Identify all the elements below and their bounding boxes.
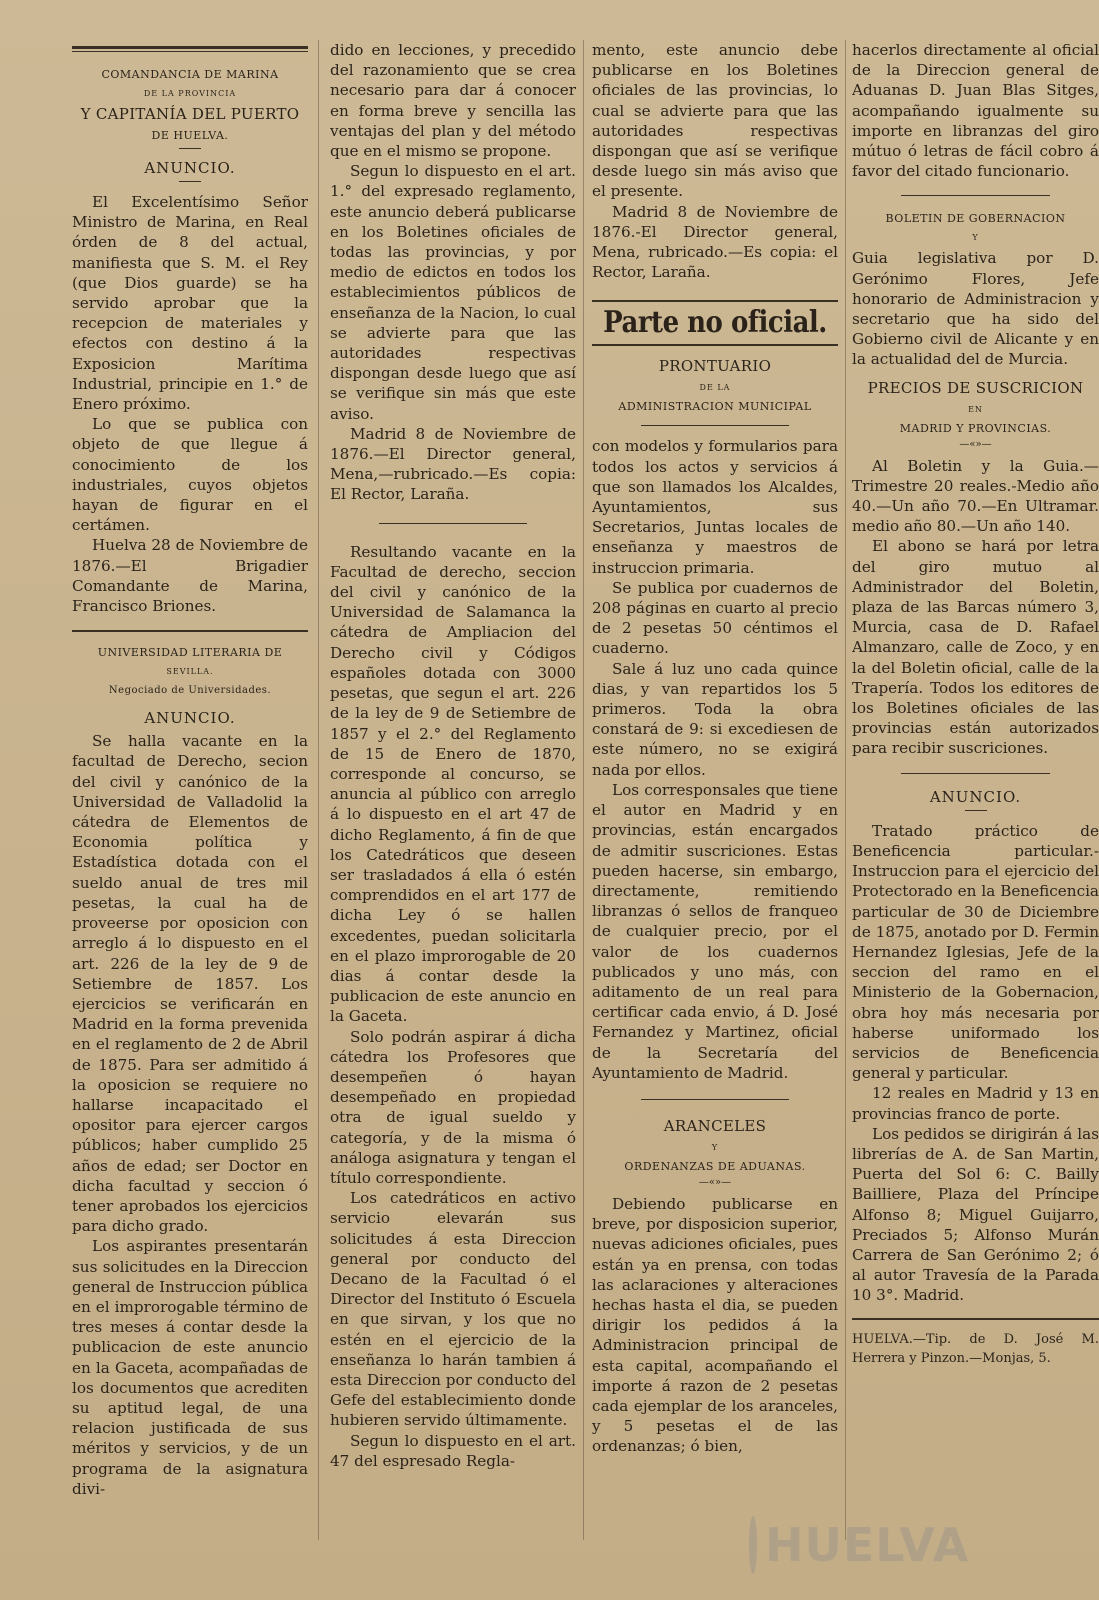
column-rule bbox=[583, 40, 584, 1540]
divider bbox=[852, 1318, 1099, 1320]
paragraph: El abono se hará por letra del giro mutuo al Administrador del Boletin, plaza de las Barcas número 3, Murcia, casa de D. Rafael Almanzaro, calle de Zoco, y en la del Boletin oficial, calle de la Trapería. Todos los editores de los Boletines oficiales de las provincias están autorizados para recibir suscriciones. bbox=[852, 537, 1099, 758]
section-heading: UNIVERSIDAD LITERARIA DE bbox=[97, 646, 283, 660]
divider bbox=[965, 810, 987, 811]
section-heading: DE LA PROVINCIA bbox=[143, 89, 237, 98]
paragraph: hacerlos directamente al oficial de la Direccion general de Aduanas D. Juan Blas Sitges, acompañando igualmente su importe en libranzas del giro mútuo ó letras de fácil cobro á favor del citado funcionario. bbox=[852, 41, 1099, 181]
parte-no-oficial-title: Parte no oficial. bbox=[603, 306, 827, 341]
section-heading: DE LA bbox=[699, 383, 731, 393]
divider bbox=[379, 523, 527, 524]
column-rule bbox=[845, 40, 846, 1540]
anuncio-title: ANUNCIO. bbox=[929, 787, 1022, 806]
divider bbox=[592, 300, 838, 302]
section-heading: ORDENANZAS DE ADUANAS. bbox=[624, 1159, 806, 1173]
paragraph: 12 reales en Madrid y 13 en provincias franco de porte. bbox=[852, 1084, 1099, 1123]
section-heading: Y bbox=[972, 233, 979, 243]
watermark bbox=[749, 1510, 969, 1580]
paragraph: Los catedráticos en activo servicio elevarán sus solicitudes á esta Direccion general por conducto del Decano de la Facultad ó el Director del Instituto ó Escuela en que sirvan, y los que no estén en el ejercicio de la enseñanza lo harán tambien á esta Direccion por conducto del Gefe del establecimiento donde hubieren servido últimamente. bbox=[330, 1189, 576, 1430]
section-heading: BOLETIN DE GOBERNACION bbox=[885, 212, 1066, 226]
column-rule bbox=[318, 40, 319, 1540]
divider bbox=[641, 1099, 789, 1100]
ornament: —«»— bbox=[959, 438, 992, 450]
section-heading: ARANCELES bbox=[663, 1116, 767, 1135]
ornament: —«»— bbox=[698, 1176, 732, 1188]
paragraph: Debiendo publicarse en breve, por disposicion superior, nuevas adiciones oficiales, pues están ya en prensa, con todas las aclaraciones y alteraciones hechas hasta el dia, se pueden dirigir los pedidos á la Administracion principal de esta capital, acompañando el importe á razon de 2 pesetas cada ejemplar de los aranceles, y 5 pesetas el de las ordenanzas; ó bien, bbox=[592, 1194, 838, 1456]
paragraph: Lo que se publica con objeto de que llegue á conocimiento de los industriales, cuyos objetos hayan de figurar en el certámen. bbox=[72, 415, 308, 535]
paragraph: Guia legislativa por D. Gerónimo Flores, Jefe honorario de Administracion y secretario que ha sido del Gobierno civil de Alicante y en la actualidad del de Murcia. bbox=[852, 249, 1099, 369]
watermark-text: HUELVA bbox=[765, 1518, 970, 1572]
paragraph: Segun lo dispuesto en el art. 47 del espresado Regla- bbox=[330, 1431, 576, 1470]
paragraph: dido en lecciones, y precedido del razonamiento que se crea necesario para dar á conocer en forma breve y sencilla las ventajas del plan y del método que en el mismo se propone. bbox=[330, 41, 576, 161]
shield-icon bbox=[749, 1516, 757, 1574]
column-2 bbox=[330, 40, 576, 1471]
paragraph: mento, este anuncio debe publicarse en los Boletines oficiales de las provincias, lo cual se advierte para que las autoridades respectivas dispongan que así se verifique desde luego sin más aviso que el presente. bbox=[592, 41, 838, 201]
section-heading: DE HUELVA. bbox=[151, 129, 229, 142]
divider bbox=[179, 181, 201, 182]
column-4 bbox=[852, 40, 1099, 1368]
paragraph: Tratado práctico de Beneficencia particular.-Instruccion para el ejercicio del Protectorado en la Beneficencia particular de 30 de Diciembre de 1875, anotado por D. Fermin Hernandez Iglesias, Jefe de la seccion del ramo en el Ministerio de la Gobernacion, obra hoy más necesaria por haberse uniformado los servicios de Beneficencia general y particular. bbox=[852, 821, 1099, 1083]
paragraph: Madrid 8 de Noviembre de 1876.—El Director general, Mena,—rubricado.—Es copia: El Rector, Laraña. bbox=[330, 424, 576, 504]
section-heading: EN bbox=[968, 404, 983, 414]
paragraph: El Excelentísimo Señor Ministro de Marina, en Real órden de 8 del actual, manifiesta que S. M. el Rey (que Dios guarde) se ha servido aprobar que la recepcion de materiales y efectos con destino á la Exposicion Marítima Industrial, principie en 1.° de Enero próximo. bbox=[72, 193, 308, 414]
paragraph: Huelva 28 de Noviembre de 1876.—El Brigadier Comandante de Marina, Francisco Briones. bbox=[72, 536, 308, 616]
paragraph: Los aspirantes presentarán sus solicitudes en la Direccion general de Instruccion pública en el improrogable término de tres meses á contar desde la publicacion de este anuncio en la Gaceta, acompañadas de los documentos que acrediten su aptitud legal, de una relacion justificada de sus méritos y servicios, y de un programa de la asignatura divi- bbox=[72, 1237, 308, 1498]
paragraph: Se publica por cuadernos de 208 páginas en cuarto al precio de 2 pesetas 50 céntimos el cuaderno. bbox=[592, 578, 838, 658]
divider bbox=[901, 773, 1049, 774]
paragraph: con modelos y formularios para todos los actos y servicios á que son llamados los Alcaldes, Ayuntamientos, sus Secretarios, Juntas locales de enseñanza y maestros de instruccion primaria. bbox=[592, 437, 838, 577]
top-rule bbox=[72, 46, 308, 52]
section-heading: SEVILLA. bbox=[166, 667, 214, 677]
paragraph: Resultando vacante en la Facultad de derecho, seccion del civil y canónico de la Universidad de Salamanca la cátedra de Ampliacion del Derecho civil y Códigos españoles dotada con 3000 pesetas, que segun el art. 226 de la ley de 9 de Setiembre de 1857 y el 2.° del Reglamento de 15 de Enero de 1870, corresponde al concurso, se anuncia al público con arreglo á lo dispuesto en el art 47 de dicho Reglamento, á fin de que los Catedráticos que deseen ser trasladados á ella ó estén comprendidos en el art 177 de dicha Ley ó se hallen excedentes, puedan solicitarla en el plazo improrogable de 20 dias á contar desde la publicacion de este anuncio en la Gaceta. bbox=[330, 542, 576, 1026]
paragraph: Segun lo dispuesto en el art. 1.° del expresado reglamento, este anuncio deberá publicarse en los Boletines oficiales de todas las provincias, y por medio de edictos en todos los establecimientos públicos de enseñanza de la Nacion, lo cual se advierte para que las autoridades respectivas dispongan desde luego que así se verifique sin más que este aviso. bbox=[330, 162, 576, 423]
paragraph: Al Boletin y la Guia.—Trimestre 20 reales.-Medio año 40.—Un año 70.—En Ultramar. medio año 80.—Un año 140. bbox=[852, 456, 1099, 536]
paragraph: Madrid 8 de Noviembre de 1876.-El Director general, Mena, rubricado.—Es copia: el Rector, Laraña. bbox=[592, 202, 838, 282]
section-heading: PRONTUARIO bbox=[658, 357, 772, 376]
column-3 bbox=[592, 40, 838, 1457]
paragraph: Los corresponsales que tiene el autor en Madrid y en provincias, están encargados de admitir suscriciones. Estas pueden hacerse, sin embargo, directamente, remitiendo libranzas ó sellos de franqueo de cualquier precio, por el valor de los cuadernos publicados y uno más, con aditamento de un real para certificar cada envio, á D. José Fernandez y Martinez, oficial de la Secretaría del Ayuntamiento de Madrid. bbox=[592, 780, 838, 1082]
paragraph: Los pedidos se dirigirán á las librerías de A. de San Martin, Puerta del Sol 6: C. Bailly Bailliere, Plaza del Príncipe Alfonso 8; Miguel Guijarro, Preciados 5; Alfonso Murán Carrera de San Gerónimo 2; ó al autor Travesía de la Parada 10 3°. Madrid. bbox=[852, 1124, 1099, 1305]
section-heading: Negociado de Universidades. bbox=[108, 685, 272, 697]
column-1 bbox=[72, 40, 308, 1499]
section-heading: COMANDANCIA DE MARINA bbox=[101, 68, 279, 81]
anuncio-title: ANUNCIO. bbox=[144, 709, 236, 728]
section-heading: PRECIOS DE SUSCRICION bbox=[867, 378, 1084, 397]
imprint: HUELVA.—Tip. de D. José M. Herrera y Pinzon.—Monjas, 5. bbox=[852, 1331, 1099, 1366]
divider bbox=[901, 195, 1049, 196]
section-heading: Y bbox=[711, 1142, 719, 1152]
divider bbox=[592, 344, 838, 346]
section-heading: Y CAPITANÍA DEL PUERTO bbox=[80, 105, 300, 123]
paragraph: Se halla vacante en la facultad de Derecho, secion del civil y canónico de la Universidad de Valladolid la cátedra de Elementos de Economia política y Estadística dotada con el sueldo anual de tres mil pesetas, la cual ha de proveerse por oposicion con arreglo á lo dispuesto en el art. 226 de la ley de 9 de Setiembre de 1857. Los ejercicios se verificarán en Madrid en la forma prevenida en el reglamento de 2 de Abril de 1875. Para ser admitido á la oposicion se requiere no hallarse incapacitado el opositor para ejercer cargos públicos; haber cumplido 25 años de edad; ser Doctor en dicha facultad y seccion ó tener aprobados los ejercicios para dicho grado. bbox=[72, 732, 308, 1236]
divider bbox=[179, 148, 201, 149]
divider bbox=[72, 630, 308, 632]
section-heading: MADRID Y PROVINCIAS. bbox=[899, 421, 1052, 435]
section-heading: ADMINISTRACION MUNICIPAL bbox=[618, 400, 812, 414]
anuncio-title: ANUNCIO. bbox=[144, 159, 236, 177]
paragraph: Solo podrán aspirar á dicha cátedra los Profesores que desempeñen ó hayan desempeñado en propiedad otra de igual sueldo y categoría, y de la misma ó análoga asignatura y tengan el título correspondiente. bbox=[330, 1027, 576, 1187]
divider bbox=[641, 425, 789, 426]
paragraph: Sale á luz uno cada quince dias, y van repartidos los 5 primeros. Toda la obra constará de 9: si excediesen de este número, no se exigirá nada por ellos. bbox=[592, 659, 838, 779]
